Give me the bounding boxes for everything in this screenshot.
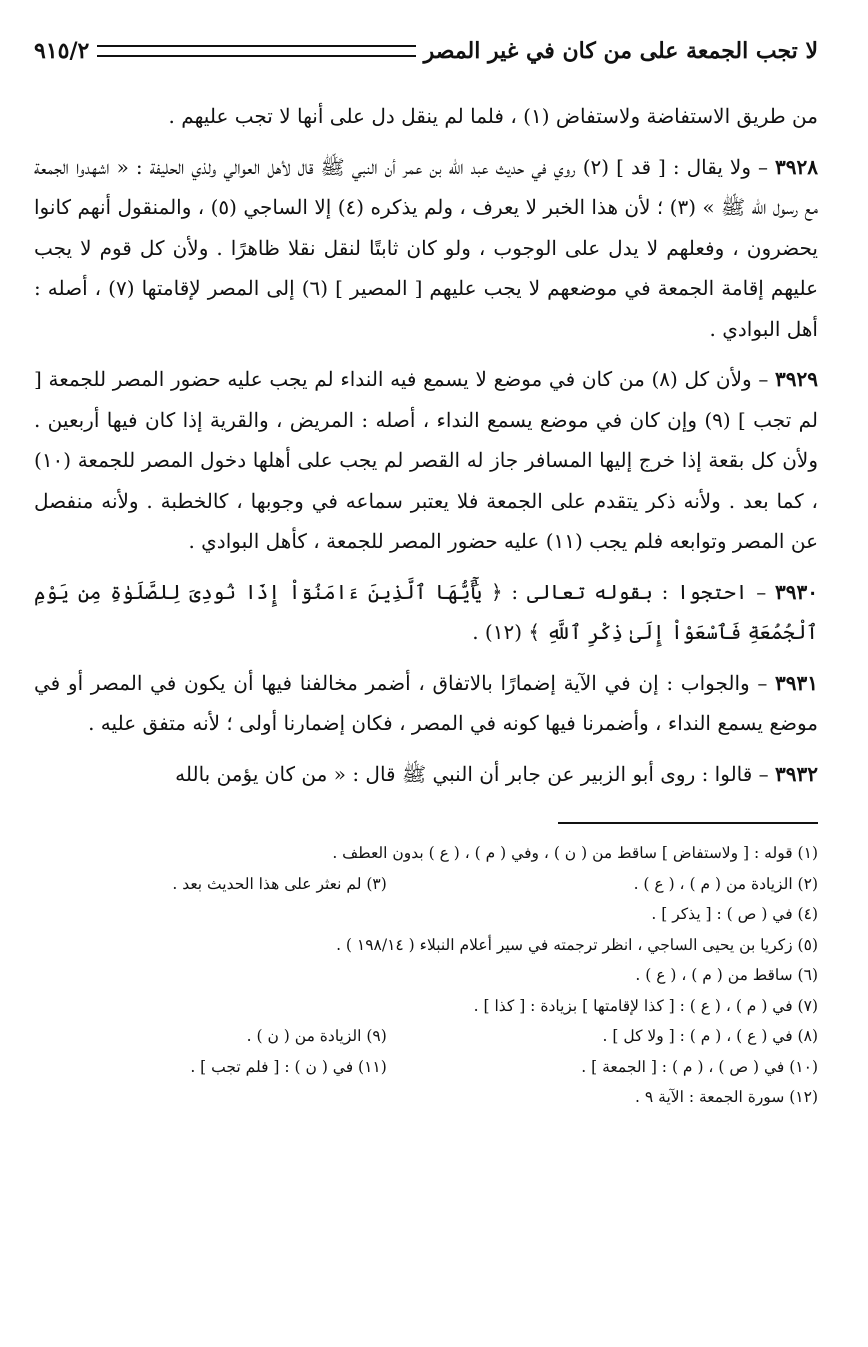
footnote: (١٠) في ( ص ) ، ( م ) : [ الجمعة ] .: [581, 1057, 818, 1076]
footnote: (٨) في ( ع ) ، ( م ) : [ ولا كل ] .: [602, 1027, 818, 1045]
footnote-separator: [558, 822, 818, 824]
page: [34, 28, 818, 1113]
footnote: (١١) في ( ن ) : [ فلم تجب ] .: [190, 1057, 387, 1076]
footnote: (٣) لم نعثر على هذا الحديث بعد .: [172, 874, 387, 893]
paragraph-text: – والجواب : إن في الآية إضمارًا بالاتفاق ، أضمر مخالفنا فيها أن يكون في المصر أو في موضع يسمع النداء ، وأضمرنا فيها كونه في المصر ، فكان إضمارنا أولى ؛ لأنه متفق عليه .: [34, 670, 818, 735]
footnote: (٦) ساقط من ( م ) ، ( ع ) .: [635, 966, 818, 984]
footnote: (١٢) سورة الجمعة : الآية ٩ .: [635, 1088, 818, 1106]
paragraph-number: ٣٩٣١: [775, 670, 818, 695]
paragraph-text: من طريق الاستفاضة ولاستفاض (١) ، فلما لم ينقل دل على أنها لا تجب عليهم .: [168, 104, 818, 128]
paragraph-text: – قالوا : روى أبو الزبير عن جابر أن النبي ﷺ قال : « من كان يؤمن بالله: [175, 761, 776, 786]
paragraph-text: – ولا يقال : [ قد ] (٢) روي في حديث عبد الله بن عمر أن النبي ﷺ قال لأهل العوالي ولذي الحليفة : « اشهدوا الجمعة مع رسول الله ﷺ » (٣) ؛ لأن هذا الخبر لا يعرف ، ولم يذكره (٤) إلا الساجي (٥) ، والمنقول أنهم كانوا يحضرون ، وفعلهم لا يدل على الوجوب ، ولو كان ثابتًا لنقل نقلا ظاهرًا . ولأن كل قوم لا يجب عليهم إقامة الجمعة في موضعهم لا يجب عليهم [ المصير ] (٦) إلى المصر لإقامتها (٧) ، أصله : أهل البوادي .: [34, 154, 819, 341]
paragraph: [34, 663, 818, 744]
footnote: (٤) في ( ص ) : [ يذكر ] .: [651, 905, 818, 923]
paragraph: [34, 147, 818, 350]
footnote-row: [34, 869, 818, 900]
page-number: ٩١٥/٢: [34, 38, 90, 64]
paragraph-number: ٣٩٣٢: [775, 761, 818, 786]
paragraph: [34, 96, 818, 137]
footnote-row: [34, 930, 818, 961]
main-text: [34, 96, 818, 794]
footnote-row: [34, 991, 818, 1022]
footnote-row: [34, 838, 818, 869]
header-title: لا تجب الجمعة على من كان في غير المصر: [423, 38, 818, 64]
paragraph-number: ٣٩٢٩: [775, 367, 819, 391]
paragraph: [34, 754, 818, 795]
footnote: (٩) الزيادة من ( ن ) .: [246, 1027, 387, 1045]
paragraph: [34, 359, 818, 562]
paragraph-text: – احتجوا : بقوله تعالى : ﴿ يَٰٓأَيُّهَا ٱلَّذِينَ ءَامَنُوٓاْ إِذَا نُودِىَ لِلصَّلَوٰةِ مِن يَوْمِ ٱلْجُمُعَةِ فَٱسْعَوْاْ إِلَىٰ ذِكْرِ ٱللَّهِ ﴾ (١٢) .: [34, 579, 818, 644]
footnote-row: [34, 1052, 818, 1083]
footnote-row: [34, 1082, 818, 1113]
footnote-row: [34, 960, 818, 991]
header-rule: [97, 45, 415, 57]
paragraph-number: ٣٩٢٨: [775, 154, 818, 179]
paragraph-text: – ولأن كل (٨) من كان في موضع لا يسمع فيه النداء لم يجب عليه حضور المصر للجمعة [ لم تجب ] (٩) وإن كان في موضع يسمع النداء ، أصله : المريض ، والقرية إذا كان فيها أربعين . ولأن كل بقعة إذا خرج إليها المسافر جاز له القصر لم يجب على أهلها دخول المصر للجمعة (١٠) ، كما بعد . ولأنه ذكر يتقدم على الجمعة فلا يعتبر سماعه في وجوبها ، كالخطبة . ولأنه منفصل عن المصر وتوابعه فلم يجب (١١) عليه حضور المصر للجمعة ، كأهل البوادي .: [34, 367, 819, 553]
footnote-row: [34, 899, 818, 930]
paragraph-number: ٣٩٣٠: [775, 579, 818, 604]
paragraph: [34, 572, 818, 653]
footnote: (٧) في ( م ) ، ( ع ) : [ كذا لإقامتها ] بزيادة : [ كذا ] .: [473, 996, 818, 1015]
footnotes: [34, 838, 818, 1113]
running-header: [34, 28, 818, 74]
footnote: (٢) الزيادة من ( م ) ، ( ع ) .: [633, 874, 818, 893]
footnote-row: [34, 1021, 818, 1052]
footnote: (١) قوله : [ ولاستفاض ] ساقط من ( ن ) ، وفي ( م ) ، ( ع ) بدون العطف .: [332, 844, 818, 862]
footnote: (٥) زكريا بن يحيى الساجي ، انظر ترجمته في سير أعلام النبلاء ( ١٩٨/١٤ ) .: [336, 935, 818, 954]
